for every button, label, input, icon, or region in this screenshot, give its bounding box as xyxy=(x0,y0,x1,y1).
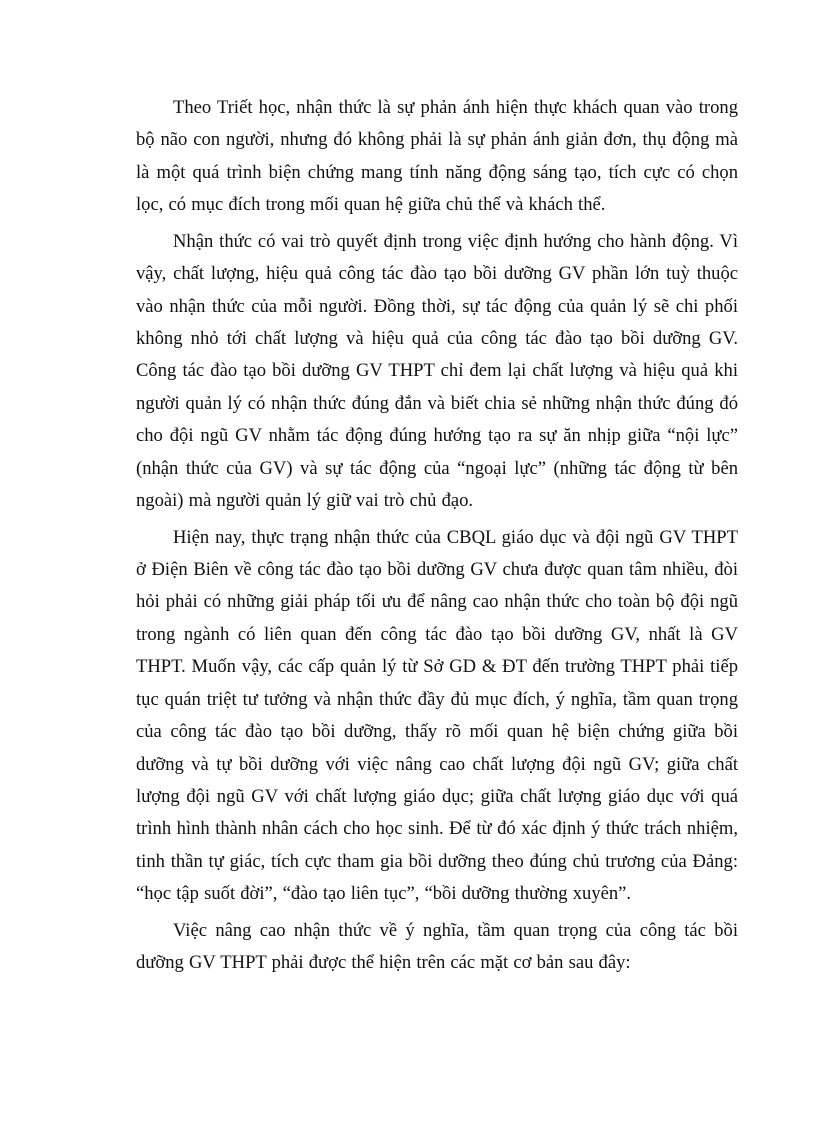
paragraph-cognition-definition: Theo Triết học, nhận thức là sự phản ánh hiện thực khách quan vào trong bộ não con người, nhưng đó không phải là sự phản ánh giản đơn, thụ động mà là một quá trình biện chứng mang tính năng động sáng tạo, tích cực có chọn lọc, có mục đích trong mối quan hệ giữa chủ thể và khách thể. xyxy=(136,97,738,216)
paragraph-current-situation: Hiện nay, thực trạng nhận thức của CBQL giáo dục và đội ngũ GV THPT ở Điện Biên về công tác đào tạo bồi dưỡng GV chưa được quan tâm nhiều, đòi hỏi phải có những giải pháp tối ưu để nâng cao nhận thức cho toàn bộ đội ngũ trong ngành có liên quan đến công tác đào tạo bồi dưỡng GV, nhất là GV THPT. Muốn vậy, các cấp quản lý từ Sở GD & ĐT đến trường THPT phải tiếp tục quán triệt tư tưởng và nhận thức đầy đủ mục đích, ý nghĩa, tầm quan trọng của công tác đào tạo bồi dưỡng, thấy rõ mối quan hệ biện chứng giữa bồi dưỡng và tự bồi dưỡng với việc nâng cao chất lượng đội ngũ GV; giữa chất lượng đội ngũ GV với chất lượng giáo dục; giữa chất lượng giáo dục với quá trình hình thành nhân cách cho học sinh. Để từ đó xác định ý thức trách nhiệm, tinh thần tự giác, tích cực tham gia bồi dưỡng theo đúng chủ trương của Đảng: “học tập suốt đời”, “đào tạo liên tục”, “bồi dưỡng thường xuyên”. xyxy=(136,526,738,905)
paragraph-role-of-cognition: Nhận thức có vai trò quyết định trong việc định hướng cho hành động. Vì vậy, chất lượng, hiệu quả công tác đào tạo bồi dưỡng GV phần lớn tuỳ thuộc vào nhận thức của mỗi người. Đồng thời, sự tác động của quản lý sẽ chi phối không nhỏ tới chất lượng và hiệu quả của công tác đào tạo bồi dưỡng GV. Công tác đào tạo bồi dưỡng GV THPT chỉ đem lại chất lượng và hiệu quả khi người quản lý có nhận thức đúng đắn và biết chia sẻ những nhận thức đúng đó cho đội ngũ GV nhằm tác động đúng hướng tạo ra sự ăn nhịp giữa “nội lực” (nhận thức của GV) và sự tác động của “ngoại lực” (những tác động từ bên ngoài) mà người quản lý giữ vai trò chủ đạo. xyxy=(136,230,738,512)
paragraph-intro-aspects: Việc nâng cao nhận thức về ý nghĩa, tầm quan trọng của công tác bồi dưỡng GV THPT phải được thể hiện trên các mặt cơ bản sau đây: xyxy=(136,919,738,974)
document-page xyxy=(136,92,738,984)
